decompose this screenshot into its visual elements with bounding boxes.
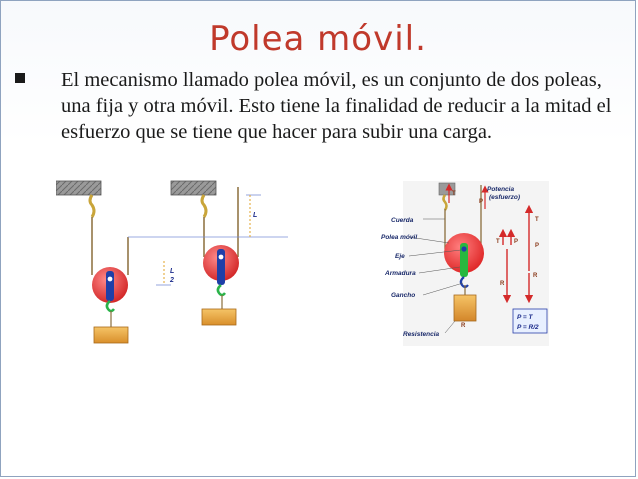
load-r-label: R [461, 323, 466, 329]
resistance-load [454, 295, 476, 321]
label-gancho: Gancho [391, 292, 416, 299]
label-potencia: Potencia [487, 186, 515, 193]
length-label-half-den: 2 [170, 277, 174, 284]
force-p-large: P [535, 243, 540, 249]
load-weight [202, 309, 236, 325]
bullet-text: El mecanismo llamado polea móvil, es un conjunto de dos poleas, una fija y otra móvil. Esto tiene la finalidad de reducir a la mitad el esfuerzo que se tiene que hacer para subir una carga. [61, 69, 612, 143]
label-cuerda: Cuerda [391, 217, 414, 224]
force-r-large: R [533, 273, 538, 279]
length-label-l: L [253, 212, 258, 219]
formula-line-1: P = T [517, 314, 533, 321]
movable-pulley-diagram [379, 181, 549, 346]
pulley-setup-initial [56, 181, 128, 343]
force-r-small: R [500, 281, 505, 287]
bullet-marker-icon [15, 73, 25, 83]
label-eje: Eje [395, 253, 405, 260]
length-label-half-num: L [170, 268, 175, 275]
pulley-setup-lifted [171, 181, 239, 325]
rope-tension-t: T [452, 191, 456, 197]
rope-force-p: P [479, 199, 484, 205]
label-armadura: Armadura [385, 270, 416, 277]
slide-title: Polea móvil. [209, 19, 427, 59]
pulley-comparison-figure [56, 179, 291, 354]
label-resistencia: Resistencia [403, 331, 440, 338]
label-polea-movil: Polea móvil [381, 234, 418, 241]
force-p-small: P [514, 239, 519, 245]
force-t-small: T [496, 239, 500, 245]
formula-line-2: P = R/2 [517, 324, 539, 331]
bullet-item [15, 67, 625, 145]
force-t-large: T [535, 217, 539, 223]
load-weight [94, 327, 128, 343]
label-esfuerzo: (esfuerzo) [489, 194, 521, 201]
